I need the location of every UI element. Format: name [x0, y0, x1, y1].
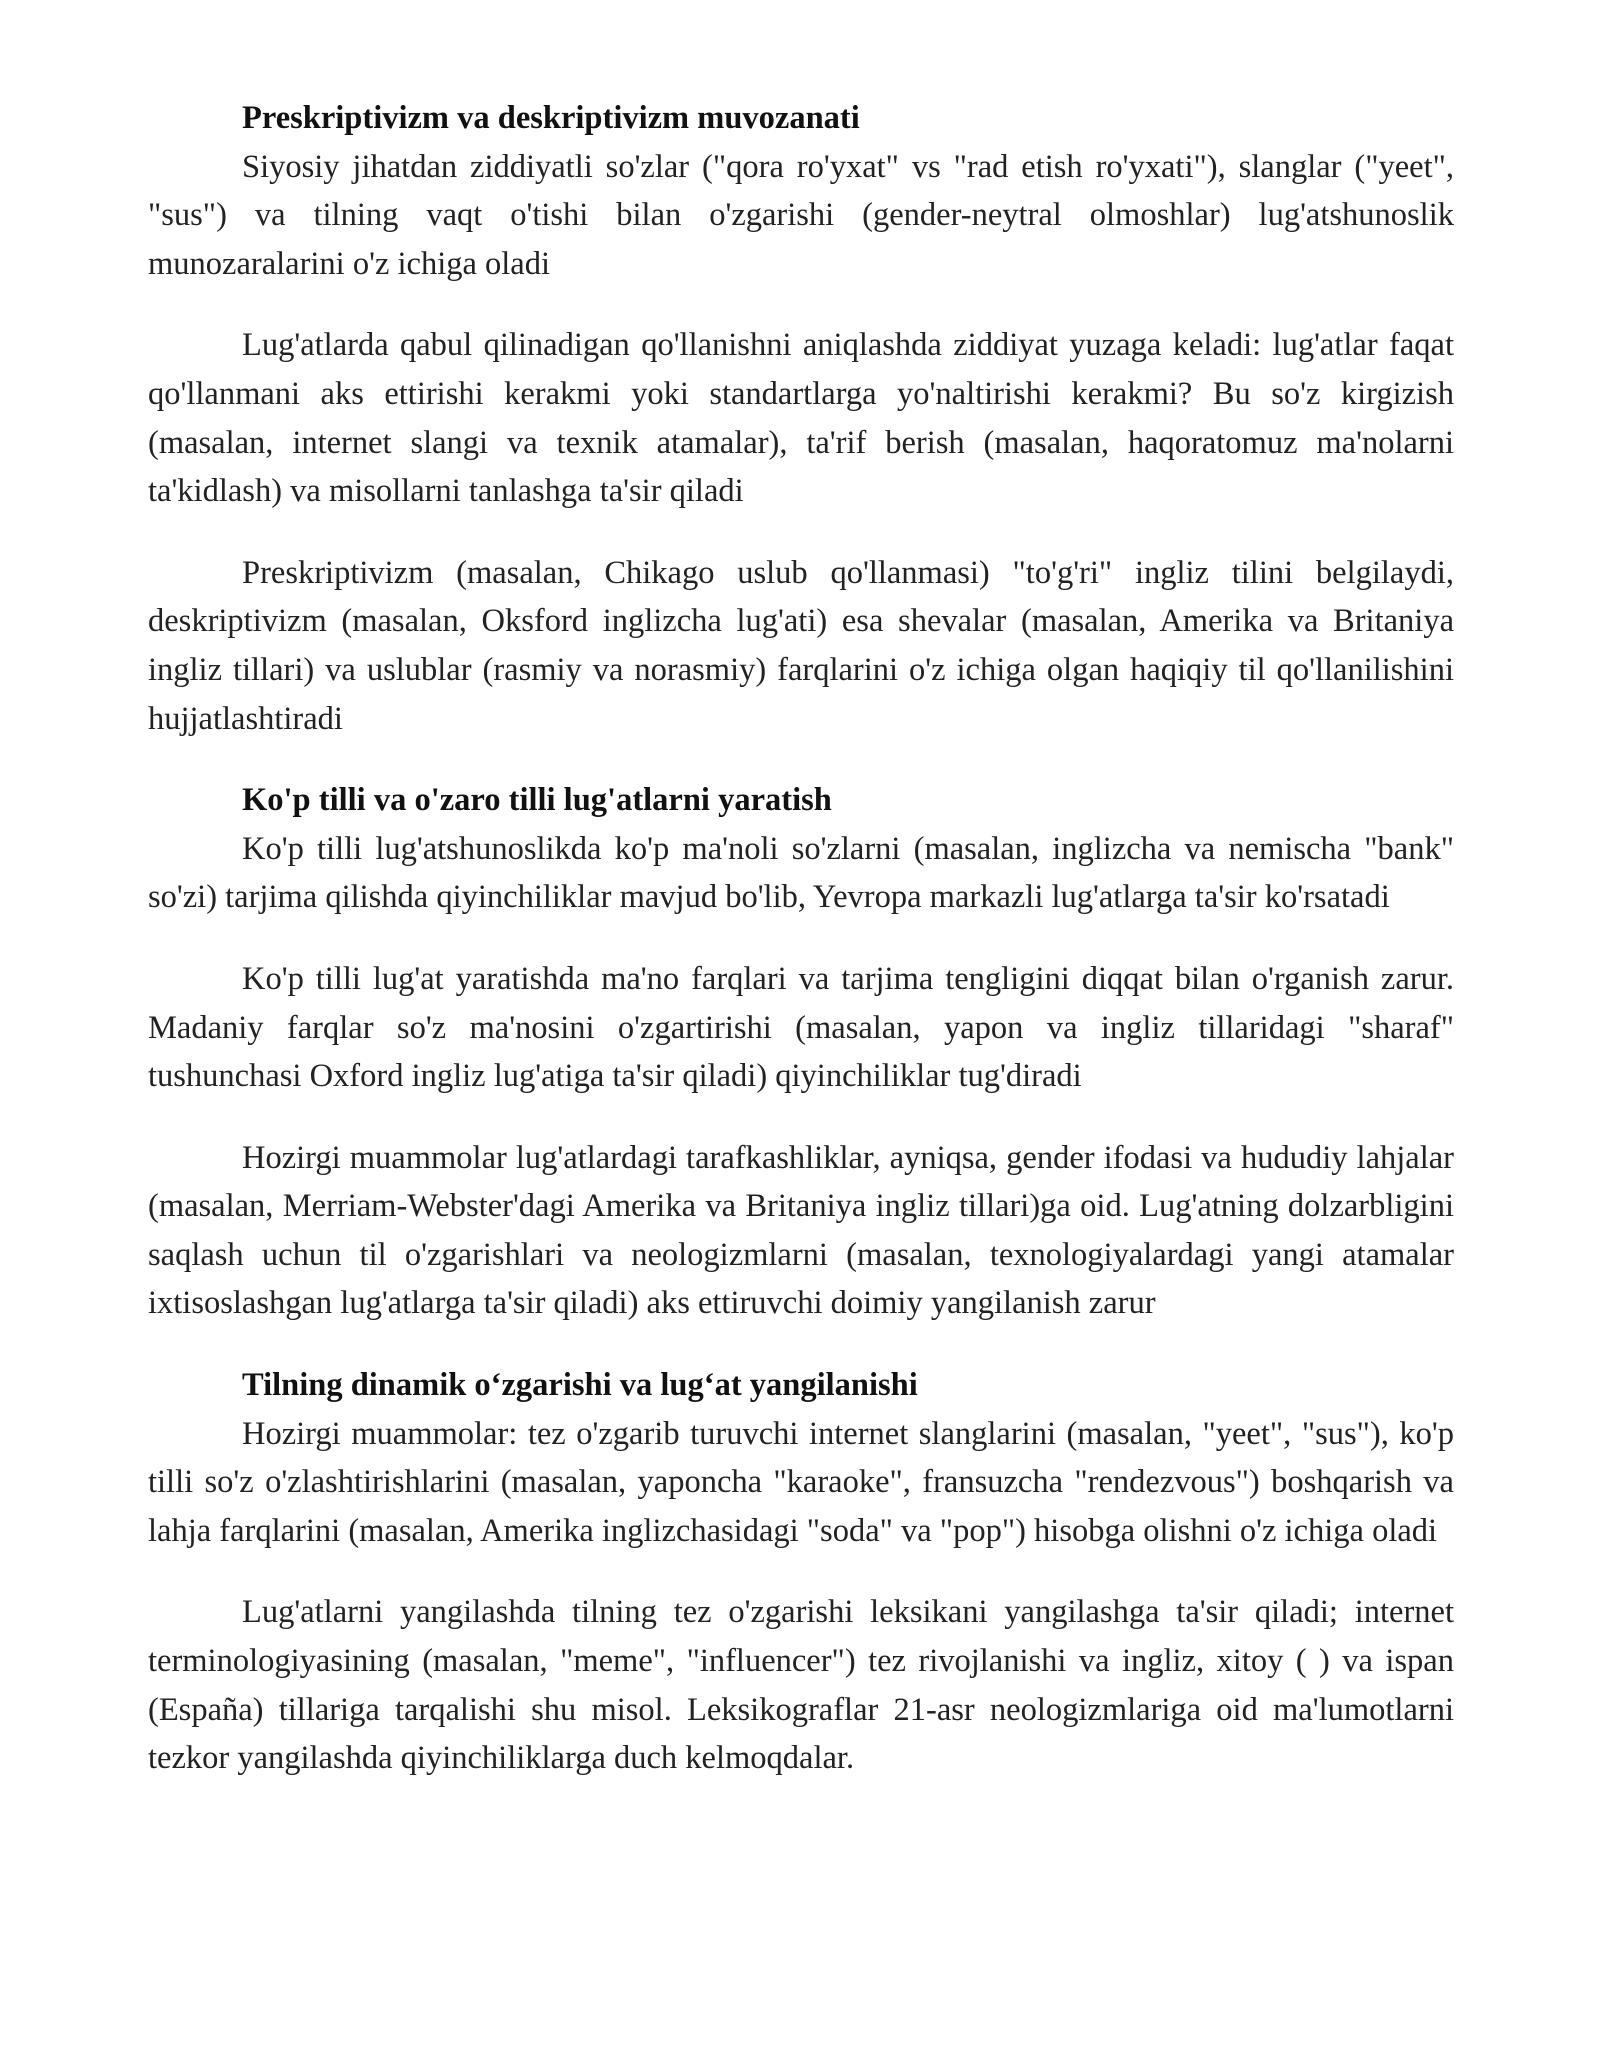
- section-heading: Preskriptivizm va deskriptivizm muvozanati: [242, 100, 860, 136]
- paragraph: Ko'p tilli lug'atshunoslikda ko'p ma'noli so'zlarni (masalan, inglizcha va nemischa "bank" so'zi) tarjima qilishda qiyinchiliklar mavjud bo'lib, Yevropa markazli lug'atlarga ta'sir ko'rsatadi: [148, 830, 1454, 916]
- section-multilingual-dictionaries: [148, 776, 1454, 1328]
- paragraph: Hozirgi muammolar lug'atlardagi tarafkashliklar, ayniqsa, gender ifodasi va hududiy lahjalar (masalan, Merriam-Webster'dagi Amerika va Britaniya ingliz tillari)ga oid. Lug'atning dolzarbligini saqlash uchun til o'zgarishlari va neologizmlarni (masalan, texnologiyalardagi yangi atamalar ixtisoslashgan lug'atlarga ta'sir qiladi) aks ettiruvchi doimiy yangilanish zarur: [148, 1139, 1454, 1322]
- paragraph: Hozirgi muammolar: tez o'zgarib turuvchi internet slanglarini (masalan, "yeet", "sus"), ko'p tilli so'z o'zlashtirishlarini (masalan, yaponcha "karaoke", fransuzcha "rendezvous") boshqarish va lahja farqlarini (masalan, Amerika inglizchasidagi "soda" va "pop") hisobga olishni o'z ichiga oladi: [148, 1415, 1454, 1549]
- paragraph: Preskriptivizm (masalan, Chikago uslub qo'llanmasi) "to'g'ri" ingliz tilini belgilaydi, deskriptivizm (masalan, Oksford inglizcha lug'ati) esa shevalar (masalan, Amerika va Britaniya ingliz tillari) va uslublar (rasmiy va norasmiy) farqlarini o'z ichiga olgan haqiqiy til qo'llanilishini hujjatlashtiradi: [148, 554, 1454, 737]
- paragraph: Ko'p tilli lug'at yaratishda ma'no farqlari va tarjima tengligini diqqat bilan o'rganish zarur. Madaniy farqlar so'z ma'nosini o'zgartirishi (masalan, yapon va ingliz tillaridagi "sharaf" tushunchasi Oxford ingliz lug'atiga ta'sir qiladi) qiyinchiliklar tug'diradi: [148, 960, 1454, 1095]
- paragraph: Lug'atlarni yangilashda tilning tez o'zgarishi leksikani yangilashga ta'sir qiladi; internet terminologiyasining (masalan, "meme", "influencer") tez rivojlanishi va ingliz, xitoy ( ) va ispan (España) tillariga tarqalishi shu misol. Leksikograflar 21-asr neologizmlariga oid ma'lumotlarni tezkor yangilashda qiyinchiliklarga duch kelmoqdalar.: [148, 1594, 1454, 1777]
- section-heading: Tilning dinamik o‘zgarishi va lug‘at yangilanishi: [242, 1367, 918, 1404]
- paragraph: Siyosiy jihatdan ziddiyatli so'zlar ("qora ro'yxat" vs "rad etish ro'yxati"), slanglar ("yeet", "sus") va tilning vaqt o'tishi bilan o'zgarishi (gender-neytral olmoshlar) lug'atshunoslik munozaralarini o'z ichiga oladi: [148, 148, 1454, 282]
- section-language-change: [148, 1361, 1454, 1783]
- paragraph: Lug'atlarda qabul qilinadigan qo'llanishni aniqlashda ziddiyat yuzaga keladi: lug'atlar faqat qo'llanmani aks ettirishi kerakmi yoki standartlarga yo'naltirishi kerakmi? Bu so'z kirgizish (masalan, internet slangi va texnik atamalar), ta'rif berish (masalan, haqoratomuz ma'nolarni ta'kidlash) va misollarni tanlashga ta'sir qiladi: [148, 327, 1454, 510]
- section-heading: Ko'p tilli va o'zaro tilli lug'atlarni yaratish: [242, 782, 832, 819]
- document-page: [148, 94, 1454, 1783]
- section-prescriptivism: [148, 94, 1454, 743]
